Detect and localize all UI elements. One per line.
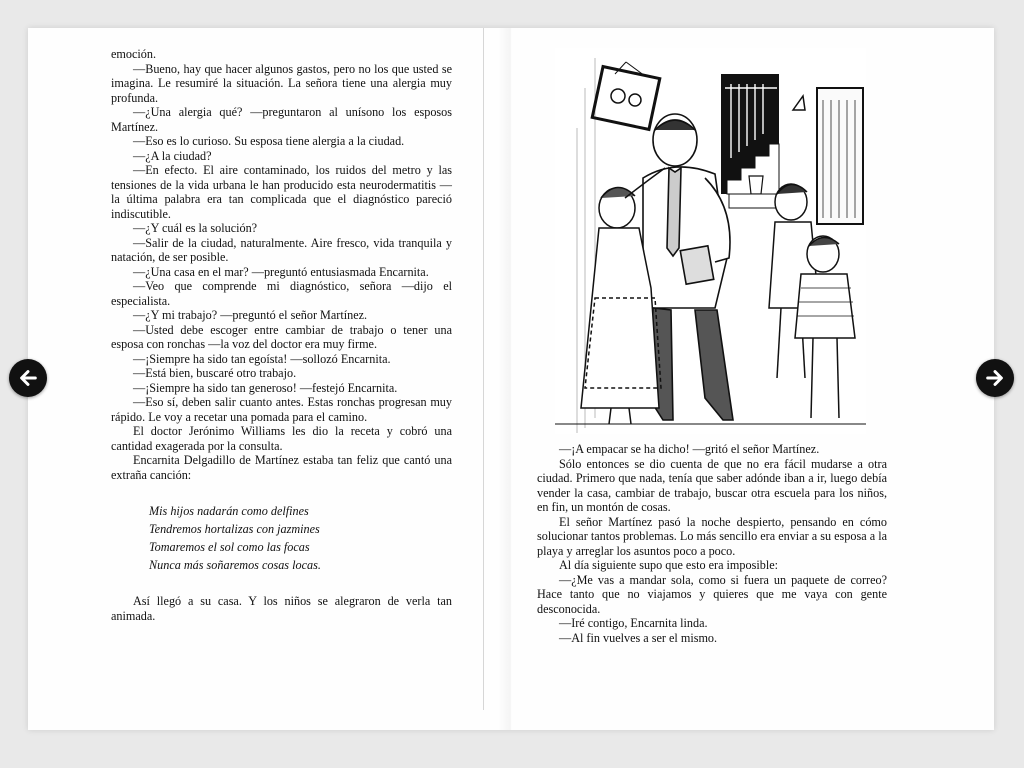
paragraph: —¿Y mi trabajo? —preguntó el señor Martínez. — [133, 308, 368, 322]
paragraph: —¿Una alergia qué? —preguntaron al unísono los esposos Martínez. — [111, 105, 452, 134]
paragraph: emoción. — [111, 47, 157, 61]
paragraph: —Al fin vuelves a ser el mismo. — [559, 630, 718, 645]
paragraph: Al día siguiente supo que esto era imposible: — [559, 558, 778, 572]
paragraph: Encarnita Delgadillo de Martínez estaba tan feliz que cantó una extraña canción: — [111, 453, 452, 482]
book-gutter — [483, 28, 484, 710]
closing-paragraph: Así llegó a su casa. Y los niños se alegraron de verla tan animada. — [111, 594, 452, 623]
paragraph: —Salir de la ciudad, naturalmente. Aire fresco, vida tranquila y natación, de ser posible. — [111, 235, 452, 264]
paragraph: El doctor Jerónimo Williams les dio la receta y cobró una cantidad exagerada por la consulta. — [111, 424, 452, 453]
poem-line: Tomaremos el sol como las focas — [149, 540, 310, 554]
paragraph: —Está bien, buscaré otro trabajo. — [133, 366, 297, 380]
poem-line: Nunca más soñaremos cosas locas. — [149, 558, 321, 572]
paragraph: Sólo entonces se dio cuenta de que no era fácil mudarse a otra ciudad. Primero que nada, tenía que saber adónde iban a ir, luego debía vender la casa, cambiar de trabajo, buscar otra escuela para los niños, en fin, un montón de cosas. — [537, 456, 887, 514]
paragraph: —¿Y cuál es la solución? — [133, 221, 258, 235]
paragraph: —Eso es lo curioso. Su esposa tiene alergia a la ciudad. — [133, 134, 405, 148]
poem-line: Tendremos hortalizas con jazmines — [149, 522, 320, 536]
gutter-shadow — [498, 28, 524, 730]
paragraph: —¡Siempre ha sido tan egoísta! —sollozó Encarnita. — [133, 351, 391, 366]
left-page-text — [111, 47, 452, 623]
paragraph: —¿Una casa en el mar? —preguntó entusiasmada Encarnita. — [133, 264, 429, 279]
paragraph: —¡A empacar se ha dicho! —gritó el señor Martínez. — [559, 442, 820, 456]
paragraph: —¿A la ciudad? — [133, 148, 212, 163]
paragraph: —¡Siempre ha sido tan generoso! —festejó Encarnita. — [133, 380, 398, 395]
family-illustration — [555, 48, 866, 434]
left-page-paragraphs — [111, 47, 452, 482]
poem — [149, 502, 452, 574]
paragraph: —Eso sí, deben salir cuanto antes. Estas ronchas progresan muy rápido. Le voy a recetar una pomada para el camino. — [111, 395, 452, 424]
arrow-left-icon — [17, 367, 39, 389]
poem-line: Mis hijos nadarán como delfines — [149, 504, 309, 518]
paragraph: —Iré contigo, Encarnita linda. — [559, 616, 708, 630]
paragraph: —En efecto. El aire contaminado, los ruidos del metro y las tensiones de la vida urbana le han producido esta neurodermatitis —la última palabra era tan complicada que el diagnóstico pareció indiscutible. — [111, 163, 452, 221]
next-page-button[interactable] — [976, 359, 1014, 397]
arrow-right-icon — [984, 367, 1006, 389]
paragraph: —¿Me vas a mandar sola, como si fuera un paquete de correo? Hace tanto que no viajamos y quieres que me vaya con gente desconocida. — [537, 572, 887, 616]
paragraph: —Bueno, hay que hacer algunos gastos, pero no los que usted se imagina. Le resumiré la situación. La señora tiene una alergia muy profunda. — [111, 61, 452, 105]
right-page-paragraphs — [537, 442, 887, 645]
paragraph: —Veo que comprende mi diagnóstico, señora —dijo el especialista. — [111, 279, 452, 308]
paragraph: El señor Martínez pasó la noche despierto, pensando en cómo solucionar tantos problemas. Lo más sencillo era enviar a su esposa a la playa y arreglar los asuntos poco a poco. — [537, 514, 887, 558]
right-page-text — [537, 442, 887, 645]
paragraph: —Usted debe escoger entre cambiar de trabajo o tener una esposa con ronchas —la voz del doctor era muy firme. — [111, 322, 452, 351]
previous-page-button[interactable] — [9, 359, 47, 397]
door — [817, 88, 863, 224]
